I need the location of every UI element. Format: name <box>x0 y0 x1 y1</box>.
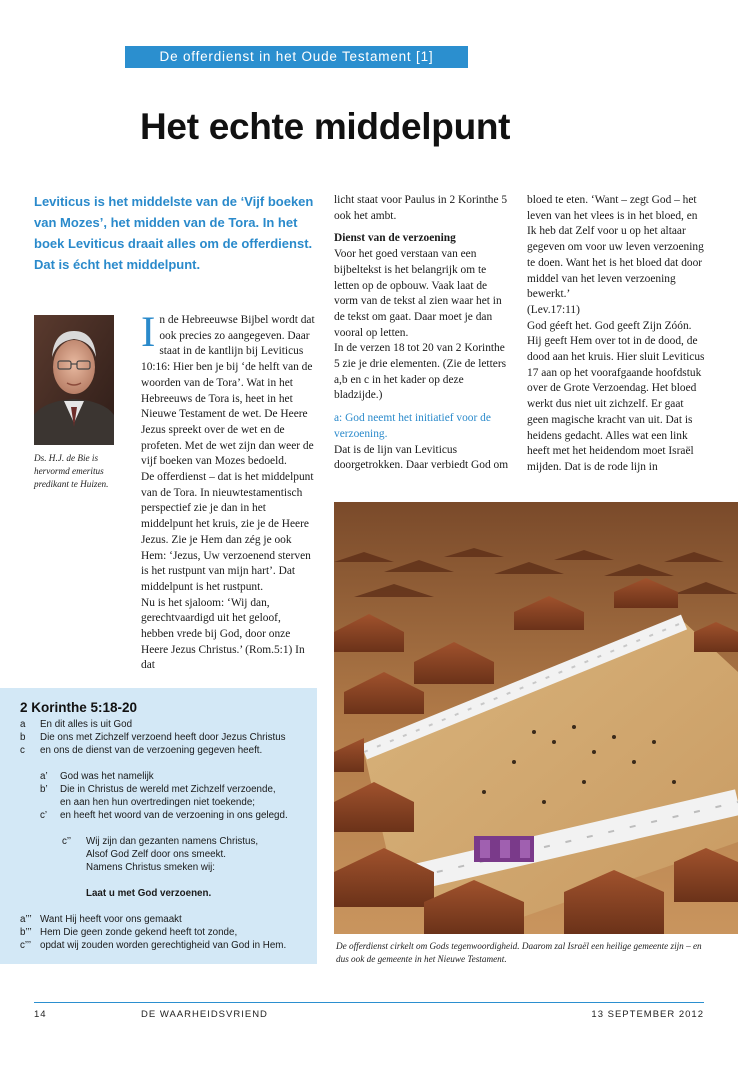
page-number: 14 <box>34 1009 47 1020</box>
drop-cap: I <box>141 309 156 356</box>
paragraph: De offerdienst – dat is het middelpunt van de Tora. In nieuwtestamentisch perspectief zie je dan in het middelpunt het kruis, zie je de Heere Jezus. Zie je Hem dan zég je ook Hem: ‘Jezus, Uw verzoenend sterven is het rustpunt van mijn hart’. Dat middelpunt is het rustpunt. <box>141 471 314 593</box>
paragraph: In de verzen 18 tot 20 van 2 Korinthe 5 zie je drie elementen. (Zie de letters a,b en c in het kader op deze bladzijde.) <box>334 342 507 402</box>
scripture-line: c’ en heeft het woord van de verzoening in ons gelegd. <box>40 810 288 821</box>
paragraph: Dat is de lijn van Leviticus doorgetrokken. Daar verbiedt God om <box>334 443 509 472</box>
paragraph: bloed te eten. ‘Want – zegt God – het leven van het vlees is in het bloed, en Ik heb dat Zelf voor u op het altaar gegeven om voor uw leven verzoening te doen. Want het is het bloed dat door middel van het leven verzoening bewerkt.’ <box>527 194 704 301</box>
scripture-line: b’’’ Hem Die geen zonde gekend heeft tot zonde, <box>20 927 238 938</box>
subheading: a: God neemt het initiatief voor de verzoening. <box>334 412 491 440</box>
publication-name: DE WAARHEIDSVRIEND <box>141 1009 268 1020</box>
subheading: Dienst van de verzoening <box>334 232 456 245</box>
article-column-3 <box>527 193 705 476</box>
article-lead: Leviticus is het middelste van de ‘Vijf boeken van Mozes’, het midden van de Tora. In het boek Leviticus draait alles om de offerdienst. Dat is écht het middelpunt. <box>34 194 314 272</box>
author-photo <box>34 315 114 445</box>
camp-illustration <box>334 502 738 934</box>
bible-reference: (Lev.17:11) <box>527 303 580 316</box>
illustration-caption: De offerdienst cirkelt om Gods tegenwoordigheid. Daarom zal Israël een heilige gemeente zijn – en dus ook de gemeente in het Nieuwe Testament. <box>336 941 702 964</box>
scripture-line: a’ God was het namelijk <box>40 771 154 782</box>
footer-rule <box>34 1002 704 1003</box>
paragraph: In de Hebreeuwse Bijbel wordt dat ook precies zo aangegeven. Daar staat in de kantlijn bij Leviticus 10:16: Hier ben je bij ‘de helft van de woorden van de Tora’. Wat in het Hebreeuws de Tora is, heet in het Nieuwe Testament de wet. De Heere Jezus spreekt over de wet en de profeten. Met de wet zijn dan weer de vijf boeken van Mozes bedoeld. <box>141 309 315 468</box>
scripture-line: a’’’ Want Hij heeft voor ons gemaakt <box>20 914 182 925</box>
scripture-line: c en ons de dienst van de verzoening gegeven heeft. <box>20 745 263 756</box>
article-title: Het echte middelpunt <box>140 106 511 147</box>
scripture-line: Laat u met God verzoenen. <box>86 888 212 899</box>
scripture-line: Alsof God Zelf door ons smeekt. <box>86 849 226 860</box>
paragraph: Nu is het sjaloom: ‘Wij dan, gerechtvaardigd uit het geloof, hebben vrede bij God, door onze Heere Jezus Christus.’ (Rom.5:1) In dat <box>141 596 305 672</box>
photo-caption: Ds. H.J. de Bie is hervormd emeritus predikant te Huizen. <box>34 453 109 489</box>
scripture-box-title: 2 Korinthe 5:18-20 <box>20 700 138 715</box>
paragraph: licht staat voor Paulus in 2 Korinthe 5 ook het ambt. <box>334 194 508 222</box>
paragraph: God géeft het. God geeft Zijn Zóón. Hij geeft Hem over tot in de dood, de dood aan het kruis. Hier sluit Leviticus 17 aan op het voorafgaande hoofdstuk over de Grote Verzoendag. Het bloed werkt dus niet uit zichzelf. Er gaat geen magische kracht van uit. Dat is heidens gedacht. Alles wat een link heeft met het heidendom moet Israël mijden. Dat is de rode lijn in <box>527 319 705 473</box>
article-column-2 <box>334 193 512 474</box>
scripture-line: c’’’ opdat wij zouden worden gerechtigheid van God in Hem. <box>20 940 287 951</box>
issue-date: 13 SEPTEMBER 2012 <box>591 1009 704 1020</box>
scripture-line: en aan hen hun overtredingen niet toekende; <box>60 797 256 808</box>
scripture-line: b Die ons met Zichzelf verzoend heeft door Jezus Christus <box>20 732 286 743</box>
series-banner: De offerdienst in het Oude Testament [1] <box>125 46 468 68</box>
scripture-line: c’’ Wij zijn dan gezanten namens Christus, <box>62 836 259 847</box>
paragraph: Voor het goed verstaan van een bijbeltekst is het belangrijk om te letten op de opbouw. Vaak laat de vorm van de tekst al zien waar het in de tekst om gaat. Daar moet je dan vooral op letten. <box>334 248 502 339</box>
article-column-1 <box>141 309 316 674</box>
scripture-line: Namens Christus smeken wij: <box>86 862 216 873</box>
scripture-line: b’ Die in Christus de wereld met Zichzelf verzoende, <box>40 784 276 795</box>
scripture-line: a En dit alles is uit God <box>20 719 133 730</box>
